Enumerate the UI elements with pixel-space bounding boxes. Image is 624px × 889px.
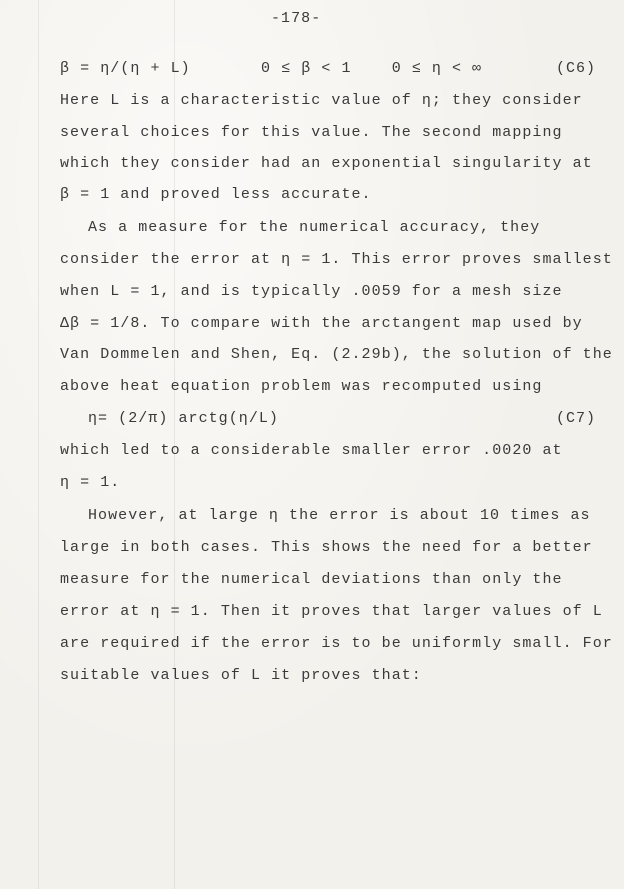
page-crease-left <box>38 0 39 889</box>
paragraph4-line: suitable values of L it proves that: <box>60 667 422 684</box>
paragraph2-line: Δβ = 1/8. To compare with the arctangent map used by <box>60 315 583 332</box>
equation-c7-label: (C7) <box>556 410 597 427</box>
paragraph3-line: which led to a considerable smaller error .0020 at <box>60 442 563 459</box>
paragraph1-line: several choices for this value. The second mapping <box>60 124 563 141</box>
equation-c6: β = η/(η + L) 0 ≤ β < 1 0 ≤ η < ∞ <box>60 60 483 77</box>
paragraph3-line: η = 1. <box>60 474 121 491</box>
paragraph1-line: which they consider had an exponential singularity at <box>60 155 593 172</box>
paragraph1-line: Here L is a characteristic value of η; they consider <box>60 92 583 109</box>
paragraph4-line: are required if the error is to be uniformly small. For <box>60 635 613 652</box>
paragraph4-line: However, at large η the error is about 10 times as <box>88 507 591 524</box>
paragraph2-line: when L = 1, and is typically .0059 for a mesh size <box>60 283 563 300</box>
paragraph2-line: above heat equation problem was recomputed using <box>60 378 543 395</box>
paragraph2-line: Van Dommelen and Shen, Eq. (2.29b), the solution of the <box>60 346 613 363</box>
paragraph4-line: error at η = 1. Then it proves that larger values of L <box>60 603 603 620</box>
paragraph2-line: As a measure for the numerical accuracy, they <box>88 219 541 236</box>
paragraph2-line: consider the error at η = 1. This error proves smallest <box>60 251 613 268</box>
paragraph4-line: large in both cases. This shows the need for a better <box>60 539 593 556</box>
page-number: -178- <box>271 10 322 27</box>
paragraph1-line: β = 1 and proved less accurate. <box>60 186 372 203</box>
equation-c7: η= (2/π) arctg(η/L) <box>88 410 279 427</box>
paragraph4-line: measure for the numerical deviations than only the <box>60 571 563 588</box>
equation-c6-label: (C6) <box>556 60 597 77</box>
